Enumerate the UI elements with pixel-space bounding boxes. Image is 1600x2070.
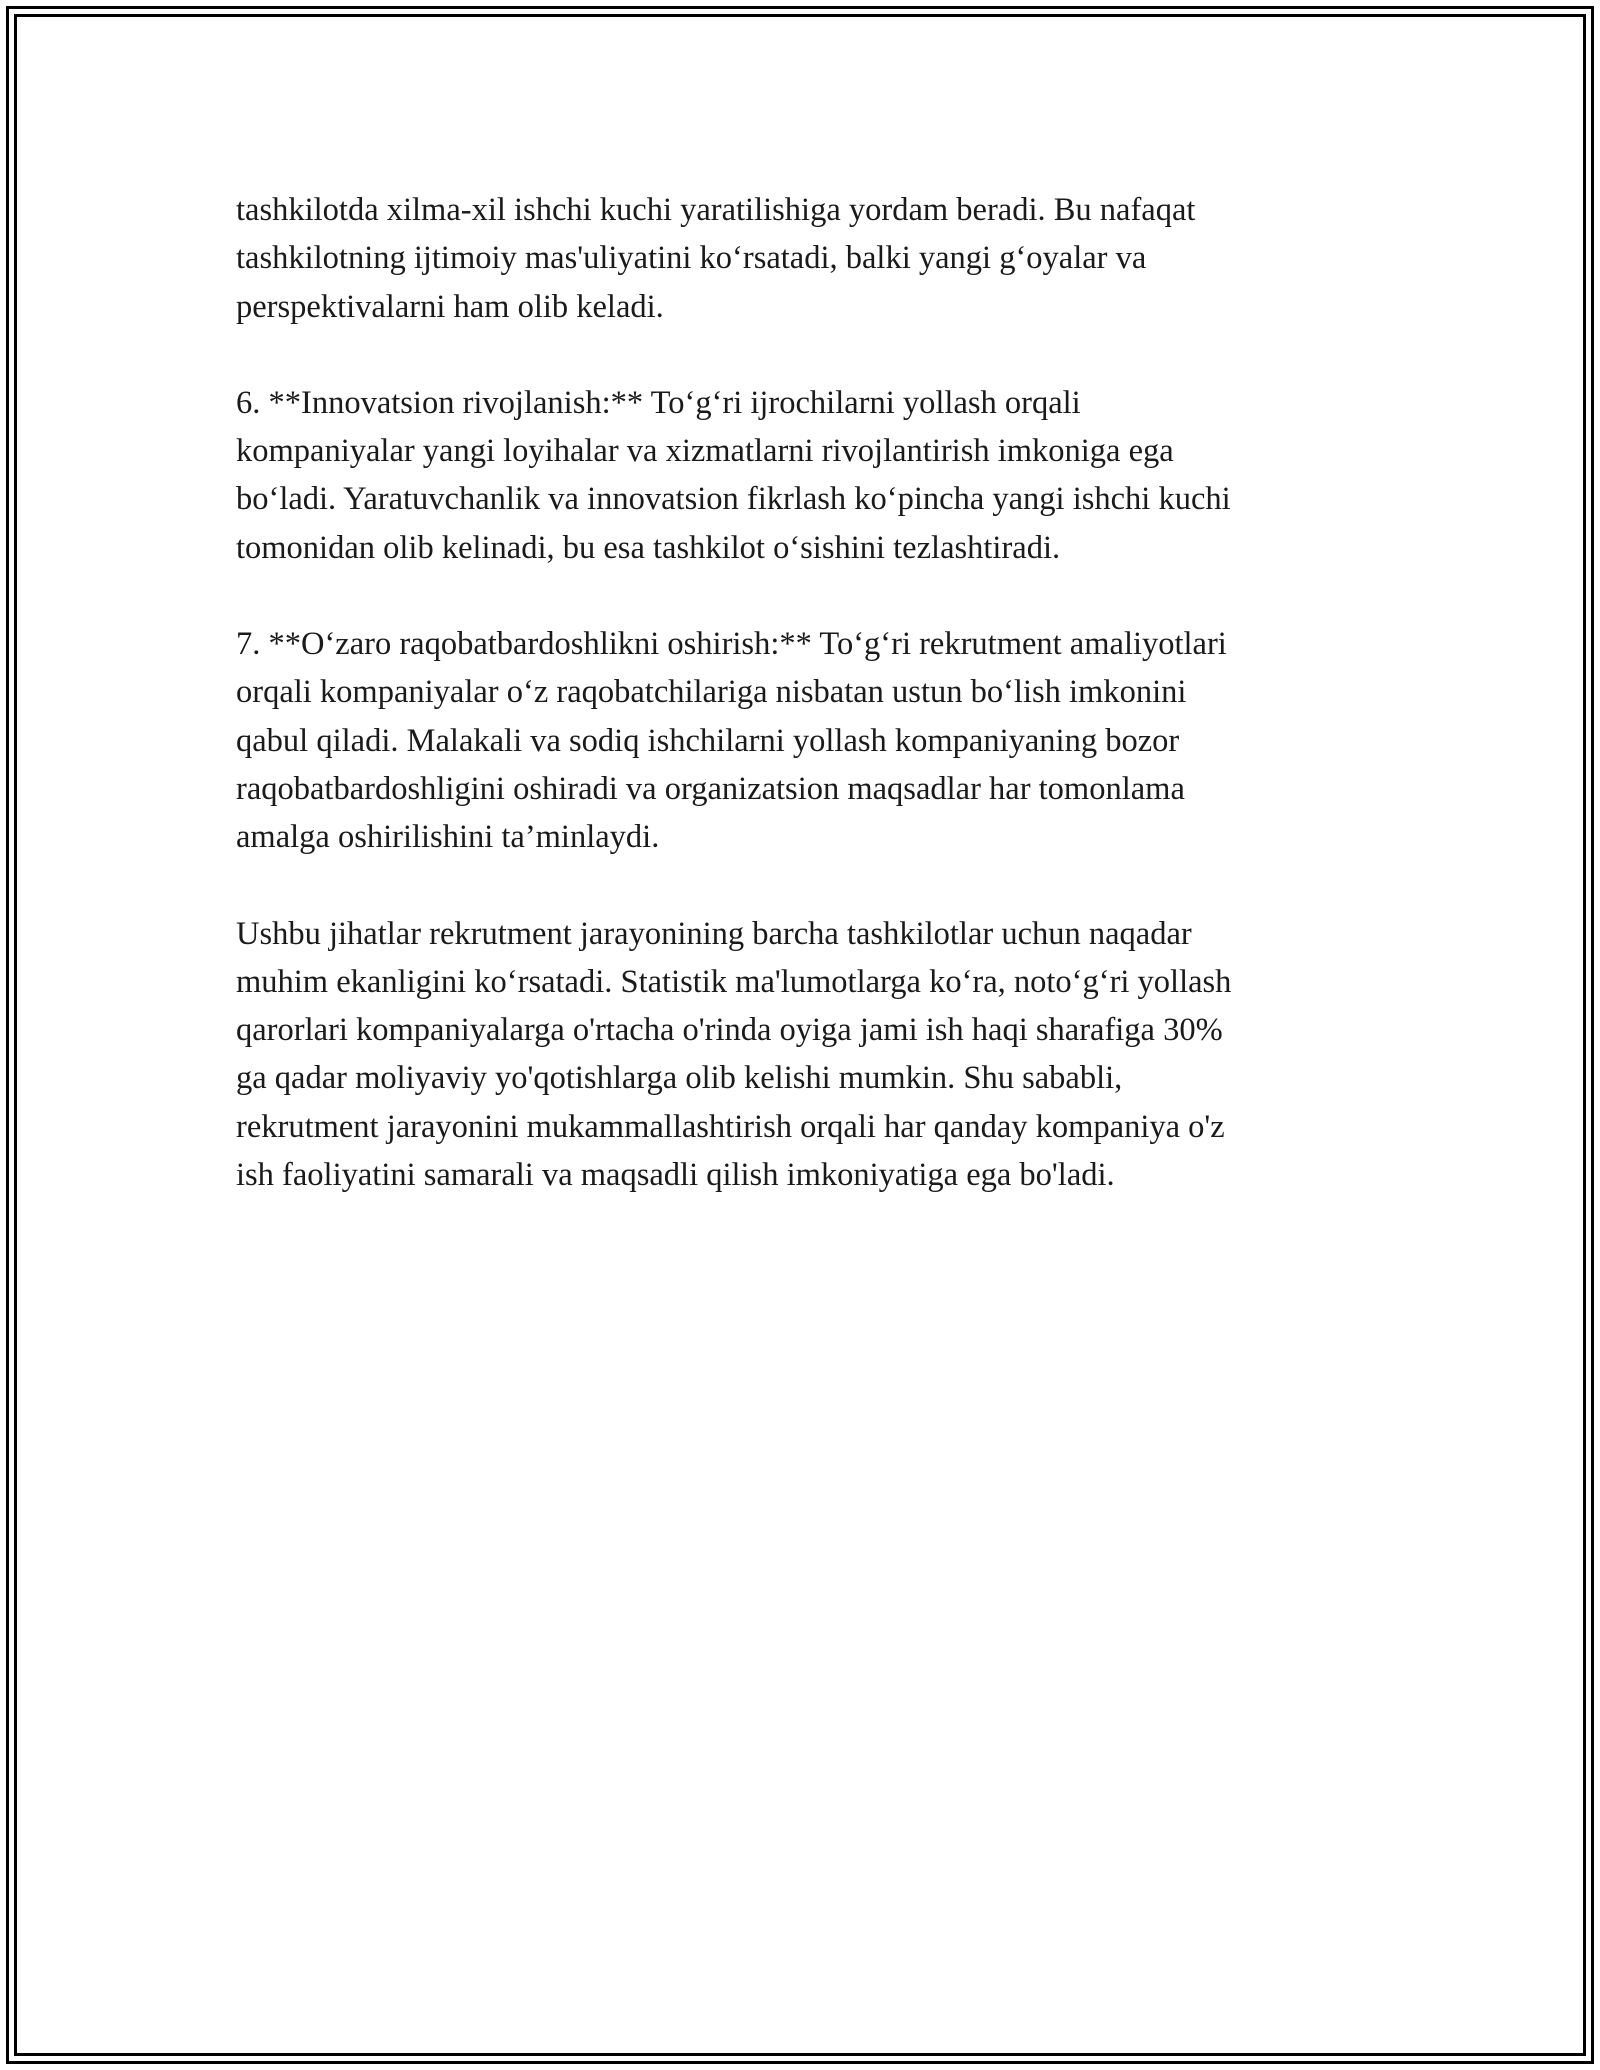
paragraph-conclusion	[236, 910, 1376, 1200]
text-line: tashkilotda xilma-xil ishchi kuchi yaratilishiga yordam beradi. Bu nafaqat	[236, 192, 1196, 228]
paragraph-innovation	[236, 379, 1376, 572]
text-line: raqobatbardoshligini oshiradi va organizatsion maqsadlar har tomonlama	[236, 770, 1185, 807]
text-line: 6. **Innovatsion rivojlanish:** To‘g‘ri ijrochilarni yollash orqali	[236, 384, 1081, 421]
text-line: muhim ekanligini ko‘rsatadi. Statistik ma'lumotlarga ko‘ra, noto‘g‘ri yollash	[236, 963, 1232, 1000]
text-line: ga qadar moliyaviy yo'qotishlarga olib kelishi mumkin. Shu sababli,	[236, 1060, 1123, 1097]
text-line: kompaniyalar yangi loyihalar va xizmatlarni rivojlantirish imkoniga ega	[236, 433, 1174, 470]
text-line: 7. **O‘zaro raqobatbardoshlikni oshirish:** To‘g‘ri rekrutment amaliyotlari	[236, 626, 1227, 663]
text-line: ish faoliyatini samarali va maqsadli qilish imkoniyatiga ega bo'ladi.	[236, 1157, 1115, 1194]
text-line: qabul qiladi. Malakali va sodiq ishchilarni yollash kompaniyaning bozor	[236, 722, 1180, 759]
text-line: rekrutment jarayonini mukammallashtirish orqali har qanday kompaniya o'z	[236, 1108, 1225, 1145]
document-body	[236, 186, 1376, 1247]
text-line: perspektivalarni ham olib keladi.	[236, 288, 664, 325]
text-line: bo‘ladi. Yaratuvchanlik va innovatsion fikrlash ko‘pincha yangi ishchi kuchi	[236, 481, 1231, 518]
text-line: orqali kompaniyalar o‘z raqobatchilariga nisbatan ustun bo‘lish imkonini	[236, 674, 1187, 711]
paragraph-competitiveness	[236, 620, 1376, 861]
paragraph-diversity-continued	[236, 186, 1376, 331]
text-line: amalga oshirilishini ta’minlaydi.	[236, 819, 660, 856]
text-line: tashkilotning ijtimoiy mas'uliyatini ko‘rsatadi, balki yangi g‘oyalar va	[236, 240, 1147, 277]
text-line: qarorlari kompaniyalarga o'rtacha o'rinda oyiga jami ish haqi sharafiga 30%	[236, 1012, 1223, 1049]
text-line: tomonidan olib kelinadi, bu esa tashkilot o‘sishini tezlashtiradi.	[236, 529, 1061, 566]
text-line: Ushbu jihatlar rekrutment jarayonining barcha tashkilotlar uchun naqadar	[236, 915, 1192, 952]
